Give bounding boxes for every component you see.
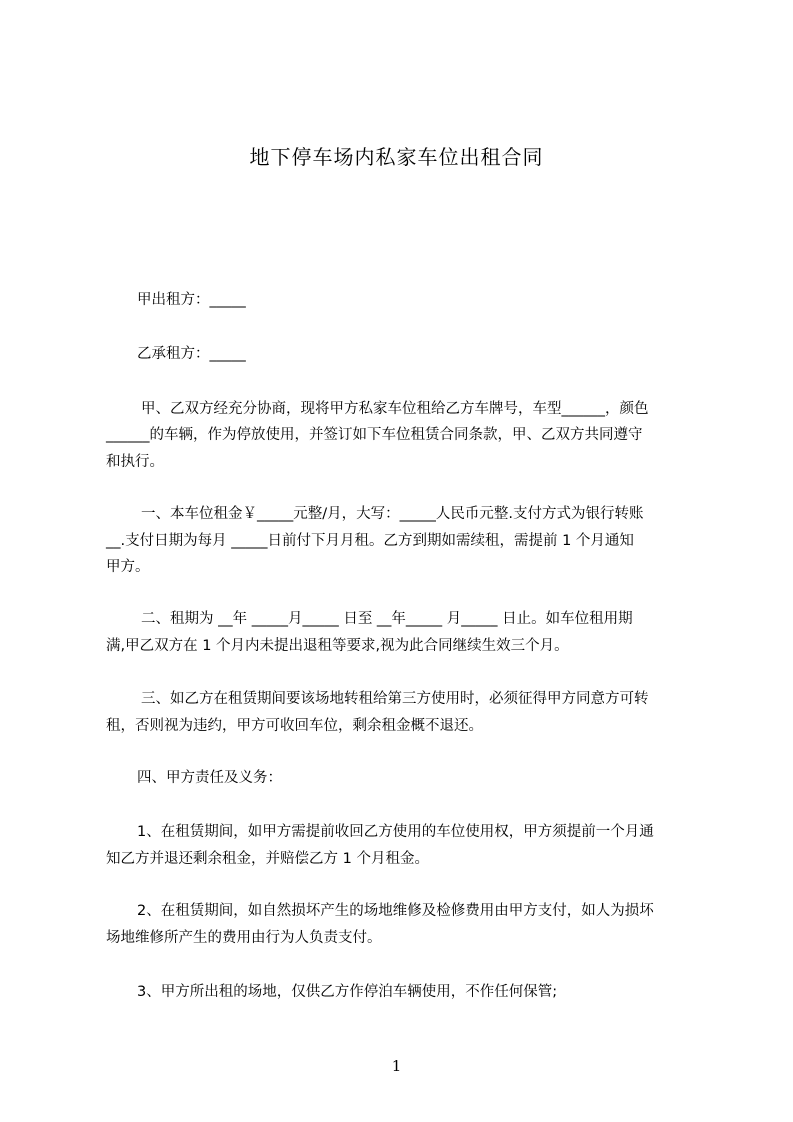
party-b-line: 乙承租方：_____ [137,346,246,362]
clause-1-line-3: 甲方。 [106,559,150,575]
item-3-line: 3、甲方所出租的场地，仅供乙方作停泊车辆使用，不作任何保管; [137,984,558,1000]
clause-2-line-1: 二、租期为 __年 _____月_____ 日至 __年_____ 月_____ 日止。如车位租用期 [141,611,633,627]
clause-3-line-1: 三、如乙方在租赁期间要该场地转租给第三方使用时，必须征得甲方同意方可转 [141,691,649,707]
intro-line-3: 和执行。 [106,454,164,470]
clause-1-line-1: 一、本车位租金￥_____元整/月，大写：_____人民币元整.支付方式为银行转账 [141,506,644,522]
item-2-line-2: 场地维修所产生的费用由行为人负责支付。 [106,930,382,946]
clause-2-line-2: 满,甲乙双方在 1 个月内未提出退租等要求,视为此合同继续生效三个月。 [106,638,569,654]
item-1-line-2: 知乙方并退还剩余租金，并赔偿乙方 1 个月租金。 [106,851,429,867]
document-title: 地下停车场内私家车位出租合同 [249,145,544,169]
intro-line-2: ______的车辆，作为停放使用，并签订如下车位租赁合同条款，甲、乙双方共同遵守 [106,427,643,443]
clause-4-heading: 四、甲方责任及义务： [137,770,282,786]
item-2-line-1: 2、在租赁期间，如自然损坏产生的场地维修及检修费用由甲方支付，如人为损坏 [137,903,654,919]
intro-line-1: 甲、乙双方经充分协商，现将甲方私家车位租给乙方车牌号，车型______，颜色 [141,401,649,417]
clause-1-line-2: __.支付日期为每月 _____日前付下月月租。乙方到期如需续租，需提前 1 个月通知 [106,533,634,549]
page-number: 1 [391,1057,402,1075]
party-a-line: 甲出租方：_____ [137,292,246,308]
item-1-line-1: 1、在租赁期间，如甲方需提前收回乙方使用的车位使用权，甲方须提前一个月通 [137,824,654,840]
clause-3-line-2: 租，否则视为违约，甲方可收回车位，剩余租金概不退还。 [106,718,483,734]
